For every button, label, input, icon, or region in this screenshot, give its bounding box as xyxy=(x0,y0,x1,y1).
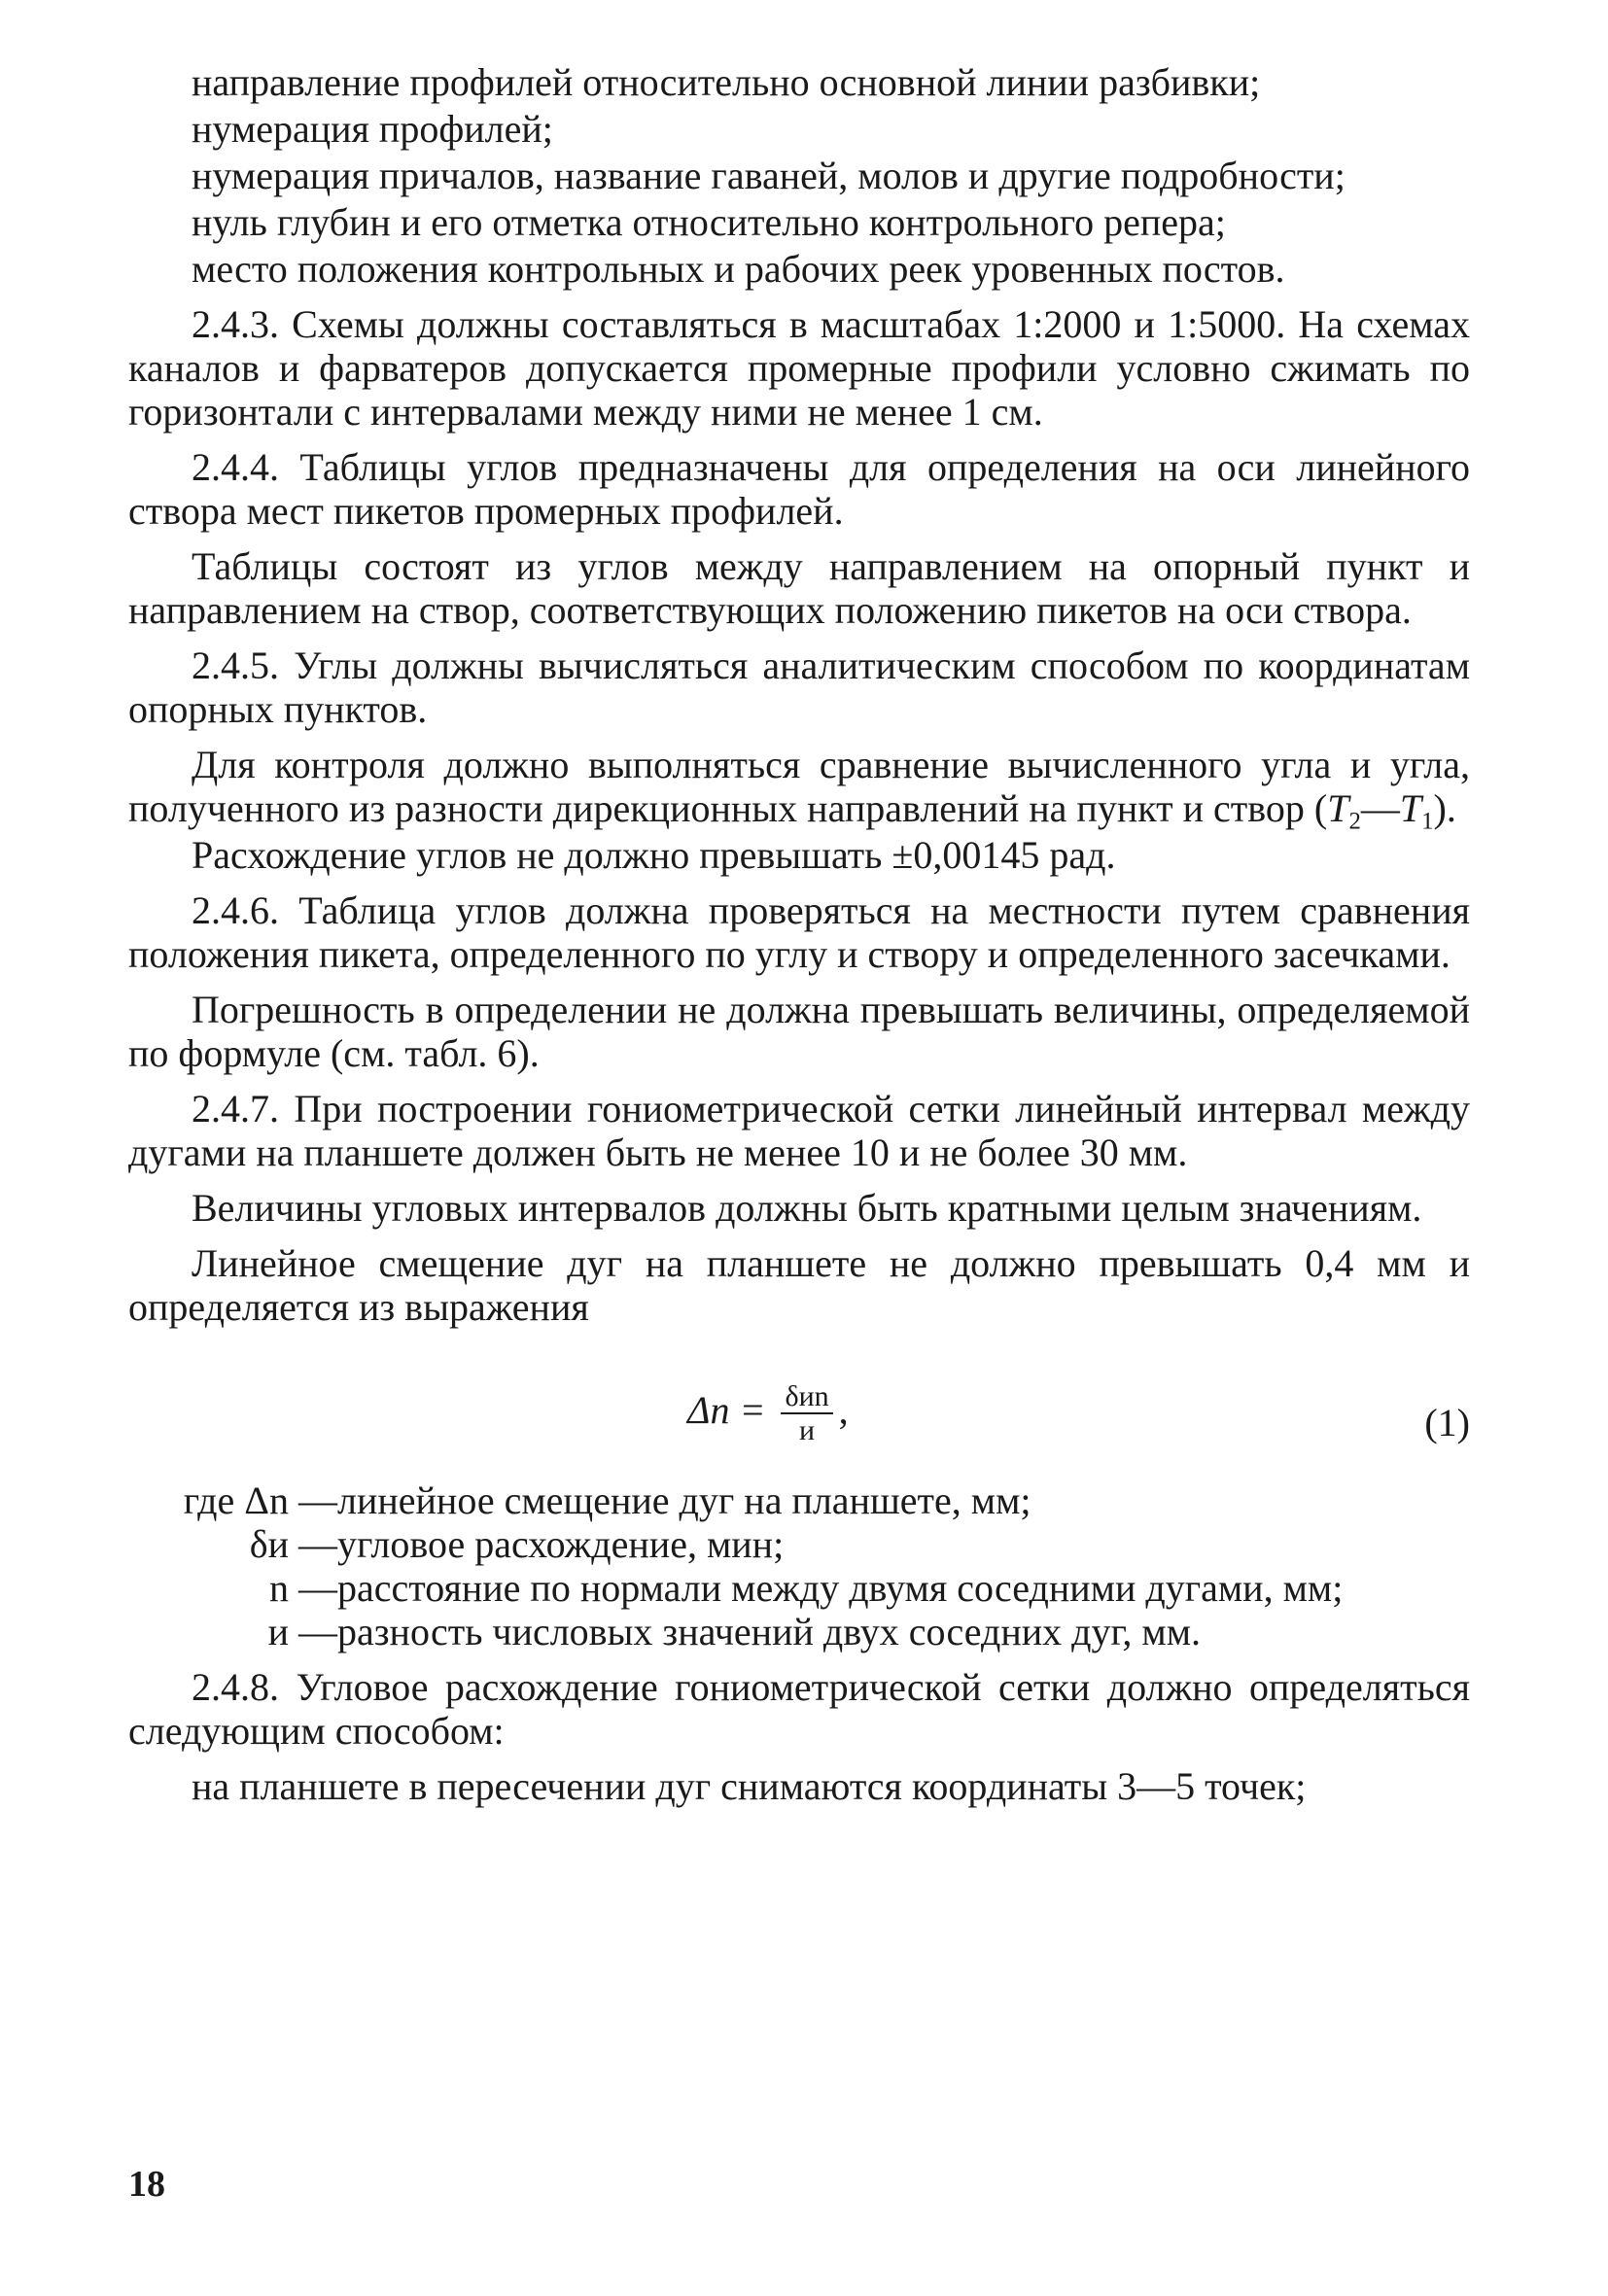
section-2-4-3: 2.4.3. Схемы должны составляться в масштабах 1:2000 и 1:5000. На схемах каналов и фарватеров допускается промерные профили условно сжимать по горизонтали с интервалами между ними не менее 1 см. xyxy=(128,302,1470,434)
formula-comma: , xyxy=(838,1388,849,1433)
paragraph: место положения контрольных и рабочих реек уровенных постов. xyxy=(192,247,1285,291)
subscript-2: 2 xyxy=(1348,808,1361,835)
section-2-4-4: 2.4.4. Таблицы углов предназначены для определения на оси линейного створа мест пикетов промерных профилей. xyxy=(128,445,1470,533)
subscript-1: 1 xyxy=(1421,808,1434,835)
symbol-t1: T xyxy=(1399,786,1422,830)
body-text xyxy=(128,60,1470,1811)
control-paragraph xyxy=(128,743,1470,835)
definition-item xyxy=(128,1566,1470,1610)
paragraph: направление профилей относительно основной линии разбивки; xyxy=(192,60,1261,104)
definition-item xyxy=(128,1610,1470,1653)
paragraph: Таблицы состоят из углов между направлением на опорный пункт и направлением на створ, соответствующих положению пикетов на оси створа. xyxy=(128,544,1470,632)
formula-numerator: δиn xyxy=(781,1381,832,1414)
section-2-4-8: 2.4.8. Угловое расхождение гониометрической сетки должно определяться следующим способом: xyxy=(128,1665,1470,1753)
formula-fraction xyxy=(781,1381,832,1447)
definition-item xyxy=(128,1522,1470,1566)
control-tail: ). xyxy=(1433,786,1456,830)
formula-denominator: и xyxy=(799,1414,816,1446)
paragraph: нумерация профилей; xyxy=(192,107,553,151)
definition-symbol: δи — xyxy=(249,1522,337,1566)
definition-text: расстояние по нормали между двумя соседними дугами, мм; xyxy=(337,1566,1344,1610)
equation-number: (1) xyxy=(1424,1401,1470,1444)
definition-symbol: n — xyxy=(269,1566,337,1610)
paragraph: нумерация причалов, название гаваней, молов и другие подробности; xyxy=(192,154,1346,197)
section-2-4-5: 2.4.5. Углы должны вычисляться аналитическим способом по координатам опорных пунктов. xyxy=(128,644,1470,731)
paragraph: на планшете в пересечении дуг снимаются координаты 3—5 точек; xyxy=(192,1764,1307,1808)
definition-text: разность числовых значений двух соседних дуг, мм. xyxy=(337,1610,1202,1653)
symbol-t2: T xyxy=(1327,786,1349,830)
paragraph: нуль глубин и его отметка относительно контрольного репера; xyxy=(192,200,1226,244)
definition-item xyxy=(128,1478,1470,1522)
control-text: Для контроля должно выполняться сравнение вычисленного угла и угла, полученного из разности дирекционных направлений на пункт и створ ( xyxy=(128,743,1470,830)
definition-symbol: и — xyxy=(267,1610,337,1653)
formula-expression xyxy=(687,1381,849,1447)
paragraph: Линейное смещение дуг на планшете не должно превышать 0,4 мм и определяется из выражения xyxy=(128,1241,1470,1329)
definitions-list xyxy=(128,1478,1470,1653)
section-2-4-7: 2.4.7. При построении гониометрической сетки линейный интервал между дугами на планшете должен быть не менее 10 и не более 30 мм. xyxy=(128,1087,1470,1174)
definition-symbol: где Δn — xyxy=(183,1478,337,1522)
paragraph: Величины угловых интервалов должны быть кратными целым значениям. xyxy=(192,1186,1422,1230)
section-2-4-6: 2.4.6. Таблица углов должна проверяться на местности путем сравнения положения пикета, определенного по углу и створу и определенного засечками. xyxy=(128,888,1470,976)
definition-text: угловое расхождение, мин; xyxy=(337,1522,785,1566)
paragraph: Погрешность в определении не должна превышать величины, определяемой по формуле (см. табл. 6). xyxy=(128,988,1470,1075)
formula-1 xyxy=(128,1358,1470,1465)
formula-lhs: Δn = xyxy=(687,1388,766,1433)
definition-text: линейное смещение дуг на планшете, мм; xyxy=(337,1478,1031,1522)
paragraph: Расхождение углов не должно превышать ±0,00145 рад. xyxy=(192,833,1116,877)
page-number: 18 xyxy=(128,2164,165,2205)
dash: — xyxy=(1360,786,1400,830)
